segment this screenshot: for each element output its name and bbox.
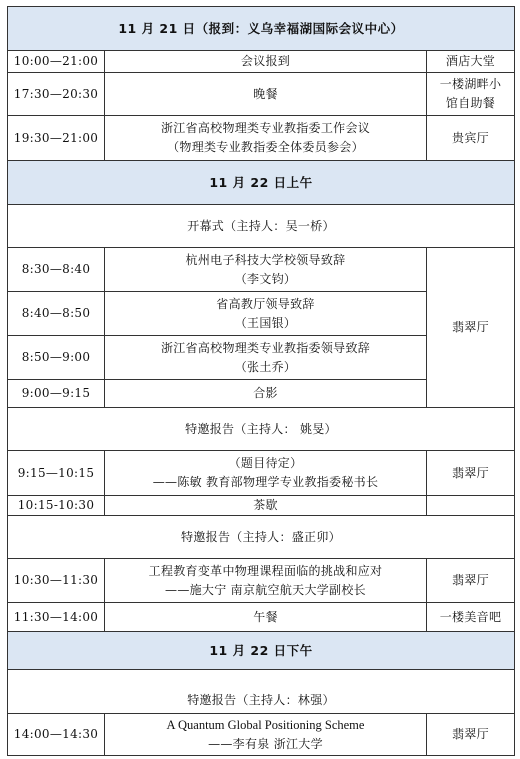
time-cell: 10:00—21:00 [8, 51, 105, 73]
time-cell: 10:15-10:30 [8, 496, 105, 516]
day-header-row [8, 632, 515, 670]
event-cell [105, 292, 427, 336]
event-cell: 茶歇 [105, 496, 427, 516]
event-cell: 晚餐 [105, 73, 427, 116]
event-line: （题目待定） [228, 456, 303, 470]
time-cell: 9:00—9:15 [8, 380, 105, 408]
event-cell [105, 336, 427, 380]
event-line: 浙江省高校物理类专业教指委工作会议 [160, 121, 371, 135]
event-line: （王国银） [234, 315, 297, 330]
time-cell: 10:30—11:30 [8, 559, 105, 603]
venue-cell: 翡翠厅 [427, 714, 515, 756]
time-cell: 9:15—10:15 [8, 451, 105, 496]
session-header: 特邀报告（主持人： 姚旻） [8, 408, 515, 451]
event-cell [105, 559, 427, 603]
event-line: 杭州电子科技大学校领导致辞 [185, 252, 346, 267]
schedule-row [8, 603, 515, 632]
venue-cell: 酒店大堂 [427, 51, 515, 73]
venue-cell: 翡翠厅 [427, 451, 515, 496]
session-header-row [8, 670, 515, 714]
schedule-row [8, 73, 515, 116]
venue-cell [427, 496, 515, 516]
day-header-row [8, 7, 515, 51]
event-cell [105, 714, 427, 756]
day-header: 11 月 22 日下午 [8, 632, 515, 670]
time-cell: 19:30—21:00 [8, 116, 105, 161]
schedule-row [8, 116, 515, 161]
event-cell: 午餐 [105, 603, 427, 632]
time-cell: 8:30—8:40 [8, 248, 105, 292]
event-line: 省高教厅领导致辞 [216, 296, 315, 311]
time-cell: 14:00—14:30 [8, 714, 105, 756]
event-line: ——李有泉 浙江大学 [208, 736, 323, 751]
event-line: 工程教育变革中物理课程面临的挑战和应对 [148, 563, 383, 578]
session-header: 特邀报告（主持人：林强） [8, 670, 515, 714]
event-line: （李文钧） [234, 271, 297, 286]
event-line: A Quantum Global Positioning Scheme [166, 717, 365, 732]
session-header: 开幕式（主持人：吴一桥） [8, 205, 515, 248]
venue-cell [427, 73, 515, 116]
event-cell [105, 248, 427, 292]
time-cell: 11:30—14:00 [8, 603, 105, 632]
event-line: （张土乔） [234, 359, 297, 374]
venue-cell: 翡翠厅 [427, 559, 515, 603]
venue-cell: 翡翠厅 [427, 248, 515, 408]
schedule-row [8, 714, 515, 756]
schedule-row [8, 248, 515, 292]
event-line: ——陈敏 教育部物理学专业教指委秘书长 [152, 475, 379, 489]
schedule-row [8, 51, 515, 73]
day-header: 11 月 21 日（报到：义乌幸福湖国际会议中心） [8, 7, 515, 51]
day-header: 11 月 22 日上午 [8, 161, 515, 205]
venue-line: 馆自助餐 [445, 96, 496, 110]
event-cell: 合影 [105, 380, 427, 408]
event-line: ——施大宁 南京航空航天大学副校长 [165, 582, 366, 597]
schedule-row [8, 451, 515, 496]
venue-line: 一楼湖畔小 [439, 77, 502, 91]
venue-cell: 贵宾厅 [427, 116, 515, 161]
event-cell [105, 116, 427, 161]
event-cell [105, 451, 427, 496]
schedule-row [8, 496, 515, 516]
event-cell: 会议报到 [105, 51, 427, 73]
event-line: 浙江省高校物理类专业教指委领导致辞 [160, 340, 371, 355]
session-header-row [8, 516, 515, 559]
schedule-table [7, 6, 515, 756]
session-header: 特邀报告（主持人：盛正卯） [8, 516, 515, 559]
event-line: （物理类专业教指委全体委员参会） [167, 140, 364, 154]
schedule-row [8, 559, 515, 603]
time-cell: 8:50—9:00 [8, 336, 105, 380]
time-cell: 17:30—20:30 [8, 73, 105, 116]
day-header-row [8, 161, 515, 205]
time-cell: 8:40—8:50 [8, 292, 105, 336]
session-header-row [8, 205, 515, 248]
venue-cell: 一楼美音吧 [427, 603, 515, 632]
session-header-row [8, 408, 515, 451]
